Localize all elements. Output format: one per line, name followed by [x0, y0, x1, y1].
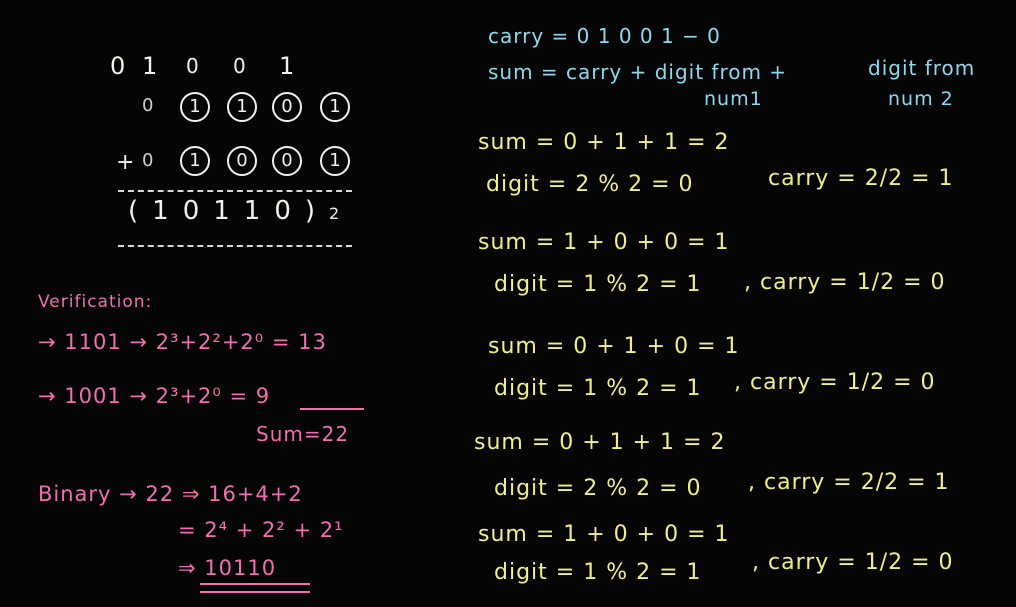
step-carry: , carry = 1/2 = 0 [752, 550, 954, 575]
step-digit: digit = 2 % 2 = 0 [486, 172, 694, 197]
binary-line-2: = 2⁴ + 2² + 2¹ [178, 518, 344, 542]
sum-formula: sum = carry + digit from + [488, 60, 788, 84]
carry-digit: 0 [233, 54, 247, 78]
separator-line [118, 245, 352, 247]
plus-sign: + [116, 150, 136, 175]
result-open-paren: ( [128, 196, 153, 226]
sum-underline [300, 408, 364, 410]
binary-line-1: Binary → 22 ⇒ 16+4+2 [38, 482, 303, 506]
step-digit: digit = 1 % 2 = 1 [494, 376, 702, 401]
result-bits: 10110 [152, 196, 305, 226]
num1-bit: 0 [272, 92, 302, 122]
carry-digit: 0 [110, 52, 127, 80]
result-base: 2 [329, 204, 340, 223]
verification-sum: Sum=22 [256, 422, 350, 446]
verification-line-2: → 1001 → 2³+2⁰ = 9 [38, 384, 271, 408]
step-digit: digit = 1 % 2 = 1 [494, 272, 702, 297]
step-digit: digit = 1 % 2 = 1 [494, 560, 702, 585]
sum-formula-digit2: digit from [868, 56, 976, 80]
separator-line [118, 190, 352, 192]
result-close-paren: ) [304, 196, 330, 226]
carry-digit: 1 [142, 52, 159, 80]
step-carry: , carry = 2/2 = 1 [748, 470, 950, 495]
step-digit: digit = 2 % 2 = 0 [494, 476, 702, 501]
num1-bit: 1 [227, 92, 257, 122]
binary-line-3: ⇒ 10110 [178, 556, 277, 580]
step-sum: sum = 0 + 1 + 1 = 2 [474, 430, 726, 455]
carry-digit: 1 [279, 52, 296, 80]
verification-line-1: → 1101 → 2³+2²+2⁰ = 13 [38, 330, 327, 354]
num1-bit: 1 [320, 92, 350, 122]
carry-digit: 0 [186, 54, 200, 78]
carry-sequence: carry = 0 1 0 0 1 − 0 [488, 24, 721, 48]
step-sum: sum = 1 + 0 + 0 = 1 [478, 522, 730, 547]
step-sum: sum = 0 + 1 + 0 = 1 [488, 334, 740, 359]
num2-bit: 0 [227, 146, 257, 176]
sum-formula-num2: num 2 [888, 88, 954, 110]
step-sum: sum = 1 + 0 + 0 = 1 [478, 230, 730, 255]
binary-underline [200, 583, 310, 585]
num1-leading-zero: 0 [142, 95, 155, 116]
num2-bit: 1 [180, 146, 210, 176]
step-carry: carry = 2/2 = 1 [768, 166, 954, 191]
verification-title: Verification: [38, 292, 153, 312]
num1-bit: 1 [180, 92, 210, 122]
step-sum: sum = 0 + 1 + 1 = 2 [478, 130, 730, 155]
binary-underline [200, 591, 310, 593]
step-carry: , carry = 1/2 = 0 [734, 370, 936, 395]
sum-formula-num1: num1 [704, 88, 763, 110]
step-carry: , carry = 1/2 = 0 [744, 270, 946, 295]
num2-leading-zero: 0 [142, 150, 155, 171]
num2-bit: 1 [320, 146, 350, 176]
addition-result [128, 196, 339, 226]
num2-bit: 0 [272, 146, 302, 176]
